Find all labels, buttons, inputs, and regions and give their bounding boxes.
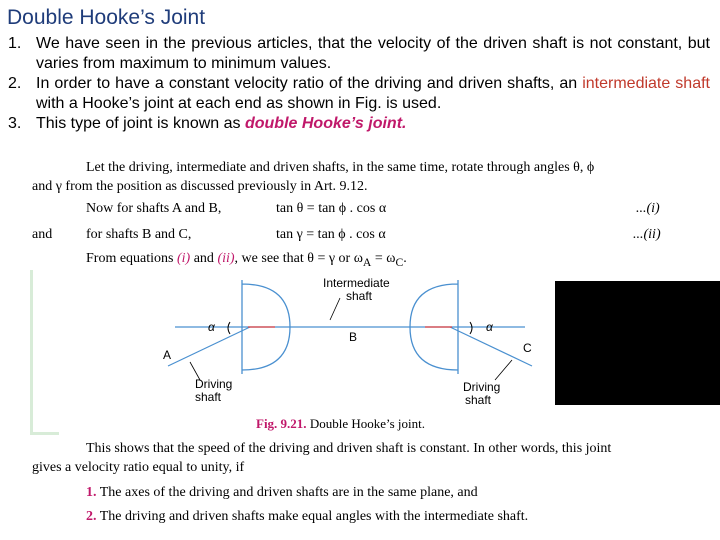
book-line-3-label: Now for shafts A and B, <box>86 201 222 216</box>
condition-1-number: 1. <box>86 485 97 500</box>
bullet-item-3 <box>8 114 710 134</box>
driving-shaft-right-1: Driving <box>463 380 501 394</box>
left-angle-arc <box>228 322 230 334</box>
bullet-item-1 <box>8 34 710 74</box>
equation-tag-i: ...(i) <box>636 201 660 216</box>
bullet-text <box>36 74 710 114</box>
equation-ref-i: (i) <box>177 251 191 266</box>
book-line-5-and: and <box>193 251 214 266</box>
figure-number: Fig. 9.21. <box>256 416 307 431</box>
book-equation-i: tan θ = tan ϕ . cos α <box>276 201 387 216</box>
bullet-text <box>36 114 710 134</box>
book-line-4-and: and <box>32 227 53 242</box>
book-line-5-text: From equations <box>86 251 174 266</box>
bullet-list <box>8 34 710 134</box>
right-driving-leader <box>495 360 512 380</box>
intermediate-leader <box>330 298 340 320</box>
subscript-a: A <box>362 255 372 269</box>
slide-title: Double Hooke’s Joint <box>7 6 206 29</box>
label-b: B <box>349 330 358 344</box>
condition-1 <box>86 485 478 501</box>
equation-tag-ii: ...(ii) <box>633 227 661 242</box>
intermediate-label-2: shaft <box>346 289 373 303</box>
bullet-text-pre: In order to have a constant velocity ratio of the driving and driven shafts, an <box>36 75 583 92</box>
figure-caption-text: Double Hooke’s joint. <box>306 416 425 431</box>
bullet-text-pre: This type of joint is known as <box>36 115 245 132</box>
right-angle-arc <box>470 322 472 334</box>
bullet-item-2 <box>8 74 710 114</box>
book-line-1: Let the driving, intermediate and driven shafts, in the same time, rotate through angles θ, ϕ <box>86 160 595 175</box>
condition-2 <box>86 509 528 525</box>
book-line-5-conclusion: , we see that θ = γ or ω <box>234 251 363 266</box>
alpha-left: α <box>208 320 215 334</box>
highlight-intermediate-shaft: intermediate shaft <box>582 75 710 92</box>
subscript-c: C <box>395 255 404 269</box>
label-c: C <box>523 341 532 355</box>
decorative-bracket <box>30 270 59 435</box>
book-line-4-label: for shafts B and C, <box>86 227 192 242</box>
condition-2-number: 2. <box>86 509 97 524</box>
driving-shaft-left-2: shaft <box>195 390 222 404</box>
condition-1-text: The axes of the driving and driven shafts are in the same plane, and <box>99 485 478 500</box>
driving-shaft-right-2: shaft <box>465 393 492 407</box>
book-equation-ii: tan γ = tan ϕ . cos α <box>276 227 386 242</box>
alpha-right: α <box>486 320 493 334</box>
highlight-double-hookes-joint: double Hooke’s joint. <box>244 115 407 132</box>
bullet-text: We have seen in the previous articles, that the velocity of the driven shaft is not constant, but varies from maximum to minimum values. <box>36 35 710 72</box>
bullet-text-post: with a Hooke’s joint at each end as shown in Fig. is used. <box>36 95 442 112</box>
equation-ref-ii: (ii) <box>217 251 235 266</box>
bullet-number: 2. <box>8 75 22 92</box>
book-line-5-end: . <box>403 251 407 266</box>
black-panel <box>555 281 720 405</box>
after-line-1: This shows that the speed of the driving and driven shaft is constant. In other words, this joint <box>86 441 612 456</box>
book-line-5 <box>86 251 407 269</box>
intermediate-label-1: Intermediate <box>323 276 390 290</box>
bullet-number: 1. <box>8 35 22 52</box>
bullet-number: 3. <box>8 115 22 132</box>
book-line-5-eq: = ω <box>371 251 396 266</box>
condition-2-text: The driving and driven shafts make equal angles with the intermediate shaft. <box>99 509 529 524</box>
book-line-2: and γ from the position as discussed previously in Art. 9.12. <box>32 179 368 194</box>
label-a: A <box>163 348 172 362</box>
after-line-2: gives a velocity ratio equal to unity, if <box>32 460 245 475</box>
driving-shaft-left-1: Driving <box>195 377 233 391</box>
figure-caption <box>256 416 425 432</box>
